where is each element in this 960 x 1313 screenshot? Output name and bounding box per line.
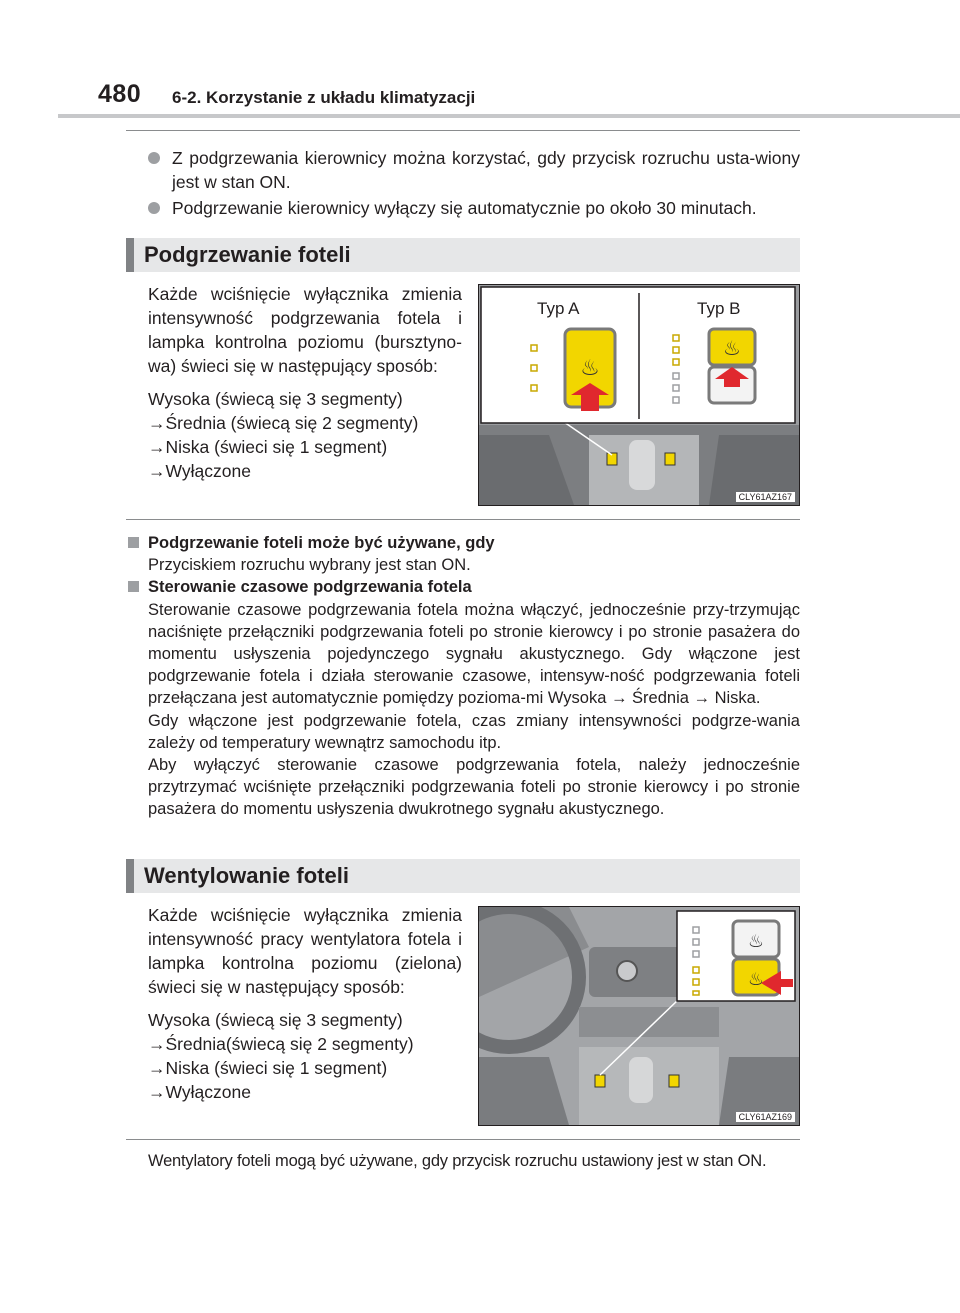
svg-text:♨: ♨: [747, 931, 765, 952]
seat-ventilation-description: [148, 903, 462, 1113]
bullet-item: [148, 196, 800, 220]
footer-note: Wentylatory foteli mogą być używane, gdy przycisk rozruchu ustawiony jest w stan ON.: [148, 1152, 767, 1170]
bullet-dot-icon: [148, 152, 160, 164]
dashboard-illustration: [479, 907, 799, 1125]
figure-code: CLY61AZ169: [736, 1112, 795, 1122]
bullet-dot-icon: [148, 202, 160, 214]
arrow-icon: →: [148, 461, 166, 481]
header-rule: [58, 114, 960, 118]
square-bullet-icon: [128, 537, 139, 548]
note-text: Sterowanie czasowe podgrzewania fotela można włączyć, jednocześnie przy-trzymując naciśnięte przełączniki podgrzewania foteli po stronie kierowcy i po stronie pasażera do momentu usłyszenia pojedynczego sygnału akustycznego. Gdy włączone jest podgrzewanie fotela i działa sterowanie czasowe, intensyw-ność podgrzewania foteli przełączana jest automatycznie pomiędzy pozioma-mi Wysoka → Średnia → Niska.: [148, 600, 800, 708]
bullet-text: Z podgrzewania kierownicy można korzystać, gdy przycisk rozruchu usta-wiony jest w stan ON.: [172, 148, 800, 192]
notes-block: [126, 532, 800, 821]
chapter-title: 6-2. Korzystanie z układu klimatyzacji: [172, 88, 476, 107]
note-heading: Podgrzewanie foteli może być używane, gdy: [126, 532, 800, 554]
note-heading: Sterowanie czasowe podgrzewania fotela: [126, 576, 800, 598]
arrow-icon: →: [148, 413, 166, 433]
arrow-icon: →: [148, 1058, 166, 1078]
note-text: Gdy włączone jest podgrzewanie fotela, czas zmiany intensywności podgrze-wania zależy od temperatury wewnątrz samochodu itp.: [148, 711, 800, 752]
arrow-icon: →: [148, 1034, 166, 1054]
bullet-text: Podgrzewanie kierownicy wyłączy się automatycznie po około 30 minutach.: [172, 198, 757, 218]
seat-heating-figure: [478, 284, 800, 506]
divider: [126, 1139, 800, 1140]
divider: [126, 519, 800, 520]
seat-heating-description: [148, 282, 462, 492]
square-bullet-icon: [128, 581, 139, 592]
page-number: 480: [98, 80, 142, 108]
type-b-label: Typ B: [697, 299, 741, 318]
intro-text: Każde wciśnięcie wyłącznika zmienia intensywność podgrzewania fotela i lampka kontrolna poziomu (bursztyno-wa) świeci się w następujący sposób:: [148, 284, 462, 376]
bullet-item: [148, 146, 800, 194]
console-illustration: [479, 285, 799, 505]
type-a-label: Typ A: [537, 299, 580, 318]
section-header: [126, 238, 800, 272]
divider: [126, 130, 800, 131]
svg-text:♨: ♨: [580, 356, 600, 381]
section-title: Wentylowanie foteli: [144, 863, 349, 888]
levels-sequence: Wysoka (świecą się 3 segmenty) →Średnia(świecą się 2 segmenty) →Niska (świeci się 1 segment) →Wyłączone: [148, 1010, 414, 1102]
intro-text: Każde wciśnięcie wyłącznika zmienia intensywność pracy wentylatora fotela i lampka kontrolna poziomu (zielona) świeci się w następujący sposób:: [148, 905, 462, 997]
section-header: [126, 859, 800, 893]
levels-sequence: Wysoka (świecą się 3 segmenty) →Średnia (świecą się 2 segmenty) →Niska (świeci się 1 segment) →Wyłączone: [148, 389, 419, 481]
arrow-icon: →: [148, 437, 166, 457]
svg-text:♨: ♨: [723, 336, 741, 360]
svg-text:♨: ♨: [747, 969, 765, 990]
note-text: Przyciskiem rozruchu wybrany jest stan ON.: [148, 556, 471, 575]
seat-ventilation-figure: [478, 906, 800, 1126]
section-title: Podgrzewanie foteli: [144, 242, 351, 267]
arrow-icon: →: [148, 1082, 166, 1102]
note-text: Aby wyłączyć sterowanie czasowe podgrzewania fotela, należy jednocześnie przytrzymać wciśnięte przełączniki podgrzewania foteli po stronie kierowcy i po stronie pasażera do momentu usłyszenia dwukrotnego sygnału akustycznego.: [148, 756, 800, 819]
figure-code: CLY61AZ167: [736, 492, 795, 502]
